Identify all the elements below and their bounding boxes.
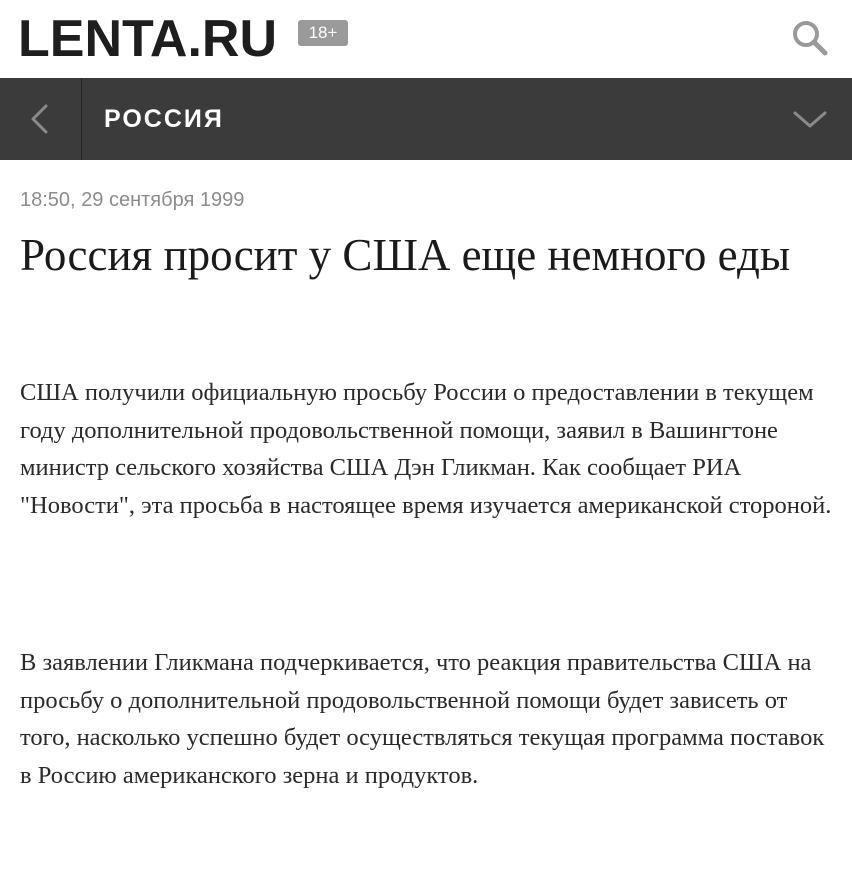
back-button[interactable] bbox=[0, 78, 82, 160]
chevron-down-icon bbox=[780, 96, 840, 142]
article-headline: Россия просит у США еще немного еды bbox=[20, 230, 791, 280]
site-logo[interactable]: LENTA.RU bbox=[18, 10, 278, 68]
site-header bbox=[0, 0, 852, 78]
article-paragraph: В заявлении Гликмана подчеркивается, что реакция правительства США на просьбу о дополнительной продовольственной помощи будет зависеть от того, насколько успешно будет осуществляться текущая программа поставок в Россию американского зерна и продуктов. bbox=[20, 649, 825, 789]
search-icon bbox=[786, 14, 834, 62]
search-button[interactable] bbox=[786, 14, 834, 62]
sections-menu-button[interactable] bbox=[780, 96, 840, 142]
article-dateline: 18:50, 29 сентября 1999 bbox=[20, 189, 245, 211]
section-navbar bbox=[0, 78, 852, 160]
age-rating-badge: 18+ bbox=[298, 20, 348, 46]
chevron-left-icon bbox=[0, 78, 82, 160]
section-title[interactable]: РОССИЯ bbox=[104, 105, 224, 133]
article-paragraph: США получили официальную просьбу России о предоставлении в текущем году дополнительной продовольственной помощи, заявил в Вашингтоне министр сельского хозяйства США Дэн Гликман. Как сообщает РИА "Новости", эта просьба в настоящее время изучается американской стороной. bbox=[20, 379, 832, 519]
